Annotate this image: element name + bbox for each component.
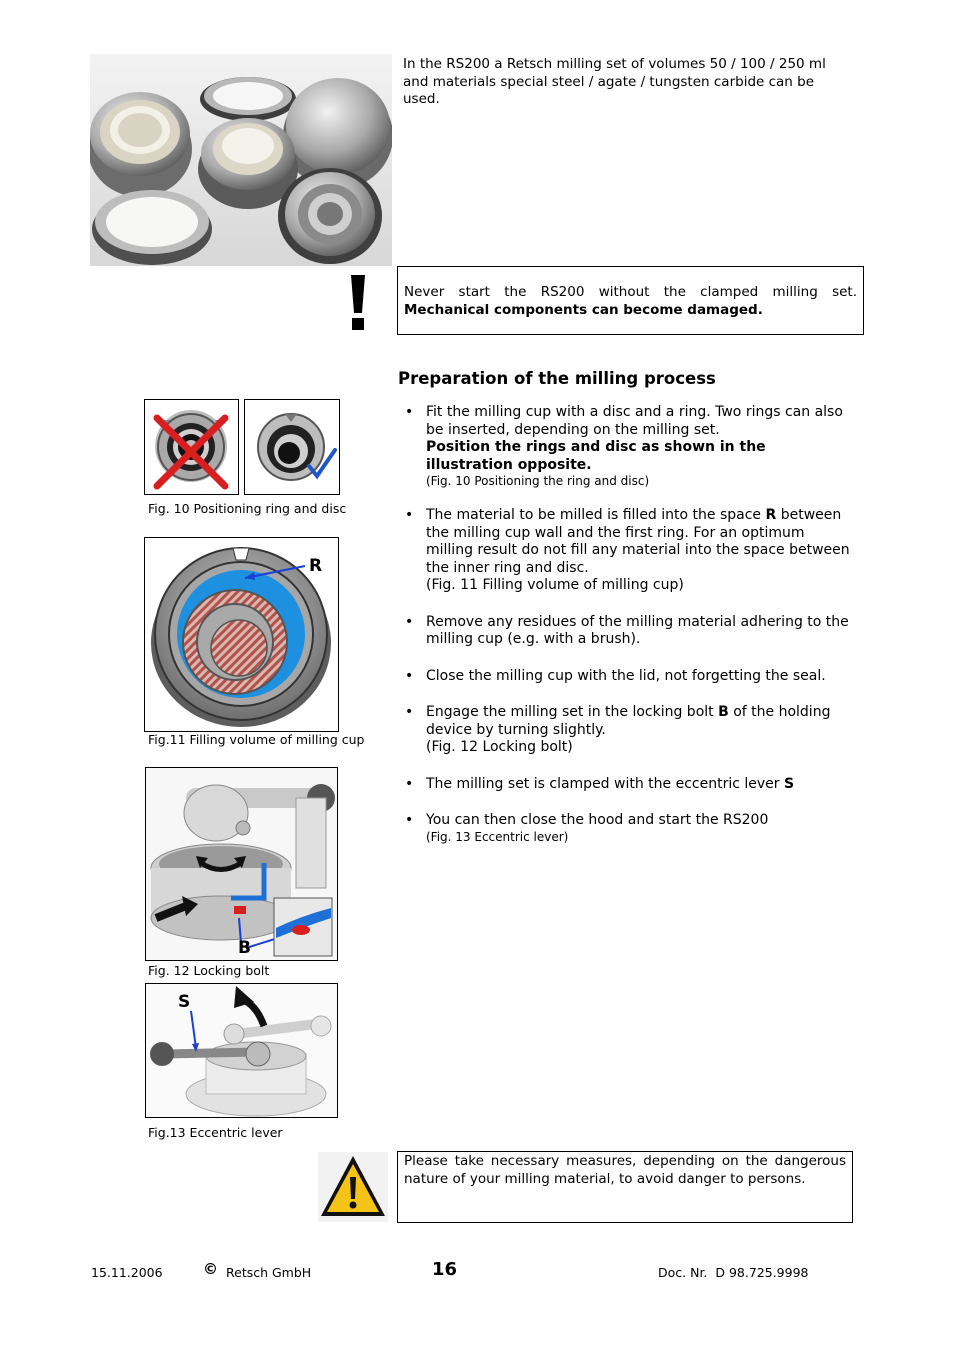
fig13-caption: Fig.13 Eccentric lever [148,1125,283,1140]
fig12-label-b: B [238,938,251,958]
list-item: • Remove any residues of the milling material adhering to the milling cup (e.g. with a brush). [405,613,849,647]
copyright-icon: © [203,1260,218,1278]
exclamation-icon [345,273,371,331]
caution-text: Please take necessary measures, depending on the dangerous nature of your milling material, to avoid danger to persons. [404,1153,846,1187]
list-item: • The material to be milled is filled into the space R between the milling cup wall and the first ring. For an optimum milling result do not fill any material into the space between the inner ring and disc. (Fig. 11 Filling volume of milling cup) [405,507,850,593]
list-item: • You can then close the hood and start the RS200 (Fig. 13 Eccentric lever) [405,812,769,844]
fig12-image [145,767,338,961]
fig10-wrong-image [144,399,239,495]
list-item: • Close the milling cup with the lid, not forgetting the seal. [405,667,826,684]
fig12-caption: Fig. 12 Locking bolt [148,963,270,978]
warning-line2: Mechanical components can become damaged. [404,301,763,318]
list-item: • The milling set is clamped with the eccentric lever S [405,775,795,792]
fig13-label-s: S [178,992,191,1012]
fig11-image [144,537,339,732]
list-item: • Fit the milling cup with a disc and a ring. Two rings can also be inserted, depending on the milling set. Position the rings and disc as shown in the illustration opposite. (Fig. 10 Positioning the ring and disc) [405,404,843,488]
footer-company: Retsch GmbH [226,1265,312,1280]
warning-line1: Never start the RS200 without the clamped milling set. [404,284,857,300]
footer-doc-number: Doc. Nr. D 98.725.9998 [658,1265,809,1280]
warning-triangle-icon [318,1152,388,1222]
instruction-list [398,404,850,845]
caution-box [397,1151,853,1223]
section-title: Preparation of the milling process [398,369,716,388]
fig10-caption: Fig. 10 Positioning ring and disc [148,501,347,516]
footer-date: 15.11.2006 [91,1265,163,1280]
intro-text: In the RS200 a Retsch milling set of volumes 50 / 100 / 250 ml and materials special steel / agate / tungsten carbide can be used. [403,56,826,107]
fig10-correct-image [244,399,340,495]
fig13-image [145,983,338,1118]
fig11-caption: Fig.11 Filling volume of milling cup [148,732,365,747]
page-number: 16 [432,1259,458,1280]
fig11-label-r: R [309,556,323,576]
milling-sets-photo [90,54,392,266]
list-item: • Engage the milling set in the locking bolt B of the holding device by turning slightly. (Fig. 12 Locking bolt) [405,704,831,755]
warning-box [397,266,864,335]
